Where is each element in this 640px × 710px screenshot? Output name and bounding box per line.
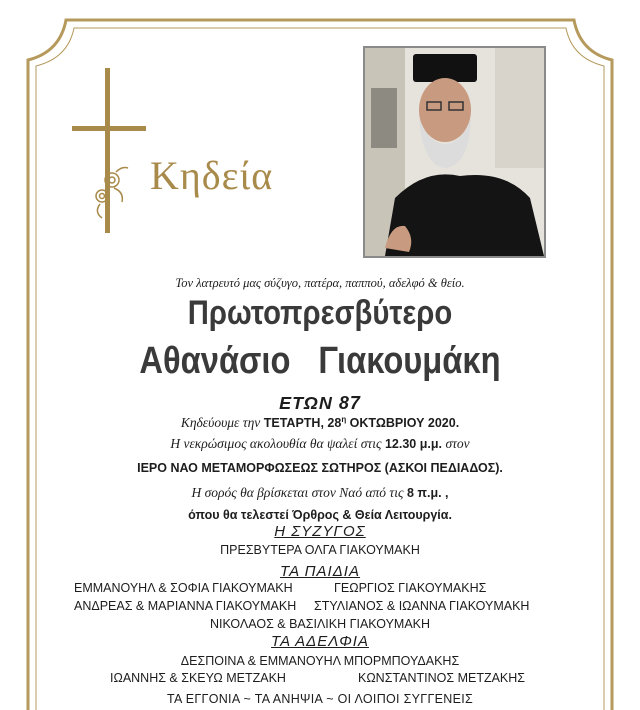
service-time-line: Η νεκρώσιμος ακολουθία θα ψαλεί στις 12.30 μ.μ. στον — [170, 436, 470, 451]
dedication-text: Τον λατρευτό μας σύζυγο, πατέρα, παππού, αδελφό & θείο. — [175, 276, 465, 290]
child-entry: ΣΤΥΛΙΑΝΟΣ & ΙΩΑΝΝΑ ΓΙΑΚΟΥΜΑΚΗ — [314, 599, 530, 613]
sibling-entry: ΚΩΝΣΤΑΝΤΙΝΟΣ ΜΕΤΖΑΚΗΣ — [358, 671, 526, 685]
child-entry: ΝΙΚΟΛΑΟΣ & ΒΑΣΙΛΙΚΗ ΓΙΑΚΟΥΜΑΚΗ — [209, 617, 431, 631]
spouse-name: ΠΡΕΣΒΥΤΕΡΑ ΟΛΓΑ ΓΙΑΚΟΥΜΑΚΗ — [220, 543, 420, 557]
child-entry: ΓΕΩΡΓΙΟΣ ΓΙΑΚΟΥΜΑΚΗΣ — [334, 581, 487, 595]
deceased-age: ΕΤΩΝ 87 — [279, 393, 361, 413]
portrait-photo — [363, 46, 546, 258]
church-name: ΙΕΡΟ ΝΑΟ ΜΕΤΑΜΟΡΦΩΣΕΩΣ ΣΩΤΗΡΟΣ (ΑΣΚΟΙ ΠΕΔΙΑΔΟΣ). — [137, 461, 503, 475]
sibling-entry: ΙΩΑΝΝΗΣ & ΣΚΕΥΩ ΜΕΤΖΑΚΗ — [110, 671, 286, 685]
page-title: Κηδεία — [150, 153, 274, 198]
body-viewing-line: Η σορός θα βρίσκεται στον Ναό από τις 8 π.μ. , — [191, 485, 449, 500]
funeral-date: ΤΕΤΑΡΤΗ, $28^\eta$ ΟΚΤΩΒΡΙΟΥ 2020. — [263, 415, 460, 431]
deceased-name: Αθανάσιο Γιακουμάκη — [139, 340, 501, 382]
spouse-heading: Η ΣΥΖΥΓΟΣ — [274, 523, 366, 540]
funeral-date-line: Κηδεύουμε την ΤΕΤΑΡΤΗ, $28^\eta$ ΟΚΤΩΒΡΙΟΥ 2020. — [180, 415, 460, 431]
siblings-heading: ΤΑ ΑΔΕΛΦΙΑ — [271, 633, 369, 650]
child-entry: ΕΜΜΑΝΟΥΗΛ & ΣΟΦΙΑ ΓΙΑΚΟΥΜΑΚΗ — [74, 581, 293, 595]
children-heading: ΤΑ ΠΑΙΔΙΑ — [280, 563, 360, 580]
child-entry: ΑΝΔΡΕΑΣ & ΜΑΡΙΑΝΝΑ ΓΙΑΚΟΥΜΑΚΗ — [74, 599, 297, 613]
deceased-rank: Πρωτοπρεσβύτερο — [187, 294, 453, 332]
liturgy-line: όπου θα τελεστεί Όρθρος & Θεία Λειτουργία. — [188, 508, 452, 522]
sibling-entry: ΔΕΣΠΟΙΝΑ & ΕΜΜΑΝΟΥΗΛ ΜΠΟΡΜΠΟΥΔΑΚΗΣ — [180, 654, 460, 668]
rose-icon — [96, 168, 128, 219]
closing-relatives: ΤΑ ΕΓΓΟΝΙΑ ~ ΤΑ ΑΝΗΨΙΑ ~ ΟΙ ΛΟΙΠΟΙ ΣΥΓΓΕΝΕΙΣ — [166, 692, 474, 706]
cross-icon — [70, 68, 150, 238]
